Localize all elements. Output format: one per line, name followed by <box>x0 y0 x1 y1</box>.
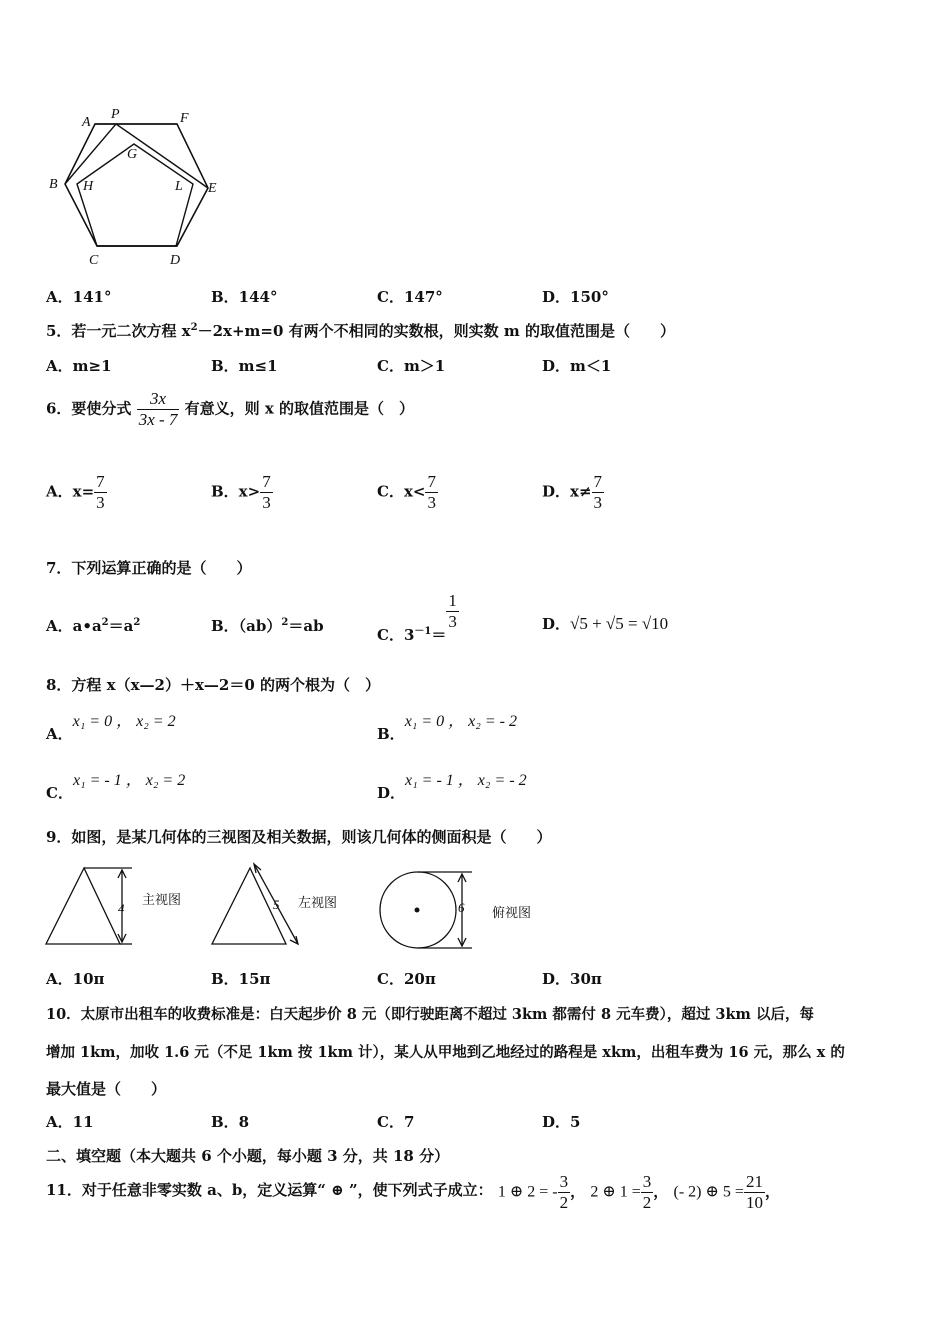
q4-option-d[interactable]: D．150° <box>542 288 609 306</box>
q5-option-b[interactable]: B．m≤1 <box>211 357 278 375</box>
q9-option-c[interactable]: C．20π <box>377 970 436 988</box>
label-C: C <box>89 253 99 268</box>
label-B: B <box>49 177 58 192</box>
label-P: P <box>111 107 120 122</box>
left-dim: 5 <box>273 897 280 912</box>
q9-option-d[interactable]: D．30π <box>542 970 602 988</box>
label-H: H <box>83 179 94 194</box>
label-L: L <box>175 179 183 194</box>
left-view-label: 左视图 <box>298 896 338 911</box>
q5-option-d[interactable]: D．m＜1 <box>542 357 612 375</box>
q8-option-d[interactable]: D．x₁ = - 1 ， x₂ = - 2 <box>377 772 527 802</box>
q5-option-a[interactable]: A．m≥1 <box>46 357 112 375</box>
q10-option-d[interactable]: D．5 <box>542 1113 581 1131</box>
q8-option-c[interactable]: C．x₁ = - 1 ， x₂ = 2 <box>46 772 186 802</box>
q8-option-b[interactable]: B．x₁ = 0 ， x₂ = - 2 <box>377 713 517 743</box>
q6-stem: 6．要使分式 $\frac{3x}{3x - 7}$ 有意义，则 x 的取值范围是（ ） <box>46 389 415 429</box>
q10-option-a[interactable]: A．11 <box>46 1113 94 1131</box>
q10-line3: 最大值是（ ） <box>46 1080 167 1098</box>
q4-option-b[interactable]: B．144° <box>211 288 278 306</box>
q5-stem: 5．若一元二次方程 $x^2-2x+m=0$ 有两个不相同的实数根，则实数 m 的取值范围是（ ） <box>46 322 675 340</box>
q6-option-a[interactable]: A．x= $\frac{7}{3}$ <box>46 472 105 512</box>
label-F: F <box>180 111 189 126</box>
label-D: D <box>170 253 181 268</box>
label-E: E <box>208 181 217 196</box>
q6-option-b[interactable]: B．x> $\frac{7}{3}$ <box>211 472 271 512</box>
top-view-label: 俯视图 <box>492 906 532 921</box>
q6-option-c[interactable]: C．x< $\frac{7}{3}$ <box>377 472 436 512</box>
q9-option-a[interactable]: A．10π <box>46 970 105 988</box>
q10-option-b[interactable]: B．8 <box>211 1113 250 1131</box>
three-views-figure <box>40 860 560 960</box>
q6-option-d[interactable]: D．x≠ $\frac{7}{3}$ <box>542 472 603 512</box>
q10-line2: 增加 1km，加收 1.6 元（不足 1km 按 1km 计），某人从甲地到乙地经过的路程是 xkm，出租车费为 16 元，那么 x 的 <box>46 1044 845 1061</box>
top-dim: 6 <box>458 900 465 915</box>
front-dim: 4 <box>118 901 125 916</box>
q7-option-b[interactable]: B．（ab）$^2$＝ab <box>211 617 324 635</box>
q10-option-c[interactable]: C．7 <box>377 1113 415 1131</box>
q7-stem: 7．下列运算正确的是（ ） <box>46 559 252 577</box>
q9-stem: 9．如图，是某几何体的三视图及相关数据，则该几何体的侧面积是（ ） <box>46 828 552 846</box>
q8-stem: 8．方程 x（x—2）＋x—2＝0 的两个根为（ ） <box>46 676 381 694</box>
q9-option-b[interactable]: B．15π <box>211 970 271 988</box>
q11-stem: 11．对于任意非零实数 a、b，定义运算“ ⊕ ”，使下列式子成立： 1 ⊕ 2 = - $\frac{3}{2}$ ， 2 ⊕ 1 = $\frac{3}{2}$ ， (- 2) ⊕ 5 = $\frac{21}{10}$ ， <box>46 1172 780 1212</box>
q4-option-a[interactable]: A．141° <box>46 288 112 306</box>
q7-option-d[interactable]: D．√5 + √5 = √10 <box>542 614 669 633</box>
front-view-label: 主视图 <box>142 893 182 908</box>
hexagon-figure <box>40 100 240 275</box>
q6-fraction: $\frac{3x}{3x - 7}$ <box>138 389 178 429</box>
q5-option-c[interactable]: C．m＞1 <box>377 357 446 375</box>
q8-option-a[interactable]: A．x₁ = 0 ， x₂ = 2 <box>46 713 176 743</box>
q4-option-c[interactable]: C．147° <box>377 288 443 306</box>
q7-option-a[interactable]: A．$a•a^2=a^2$ <box>46 617 141 635</box>
q10-line1: 10．太原市出租车的收费标准是：白天起步价 8 元（即行驶距离不超过 3km 都需付 8 元车费），超过 3km 以后，每 <box>46 1006 814 1023</box>
section-title: 二、填空题（本大题共 6 个小题，每小题 3 分，共 18 分） <box>46 1147 450 1165</box>
label-A: A <box>82 115 91 130</box>
label-G: G <box>127 147 138 162</box>
q7-option-c[interactable]: C．$3^{-1}=$ $\frac{1}{3}$ <box>377 591 457 644</box>
